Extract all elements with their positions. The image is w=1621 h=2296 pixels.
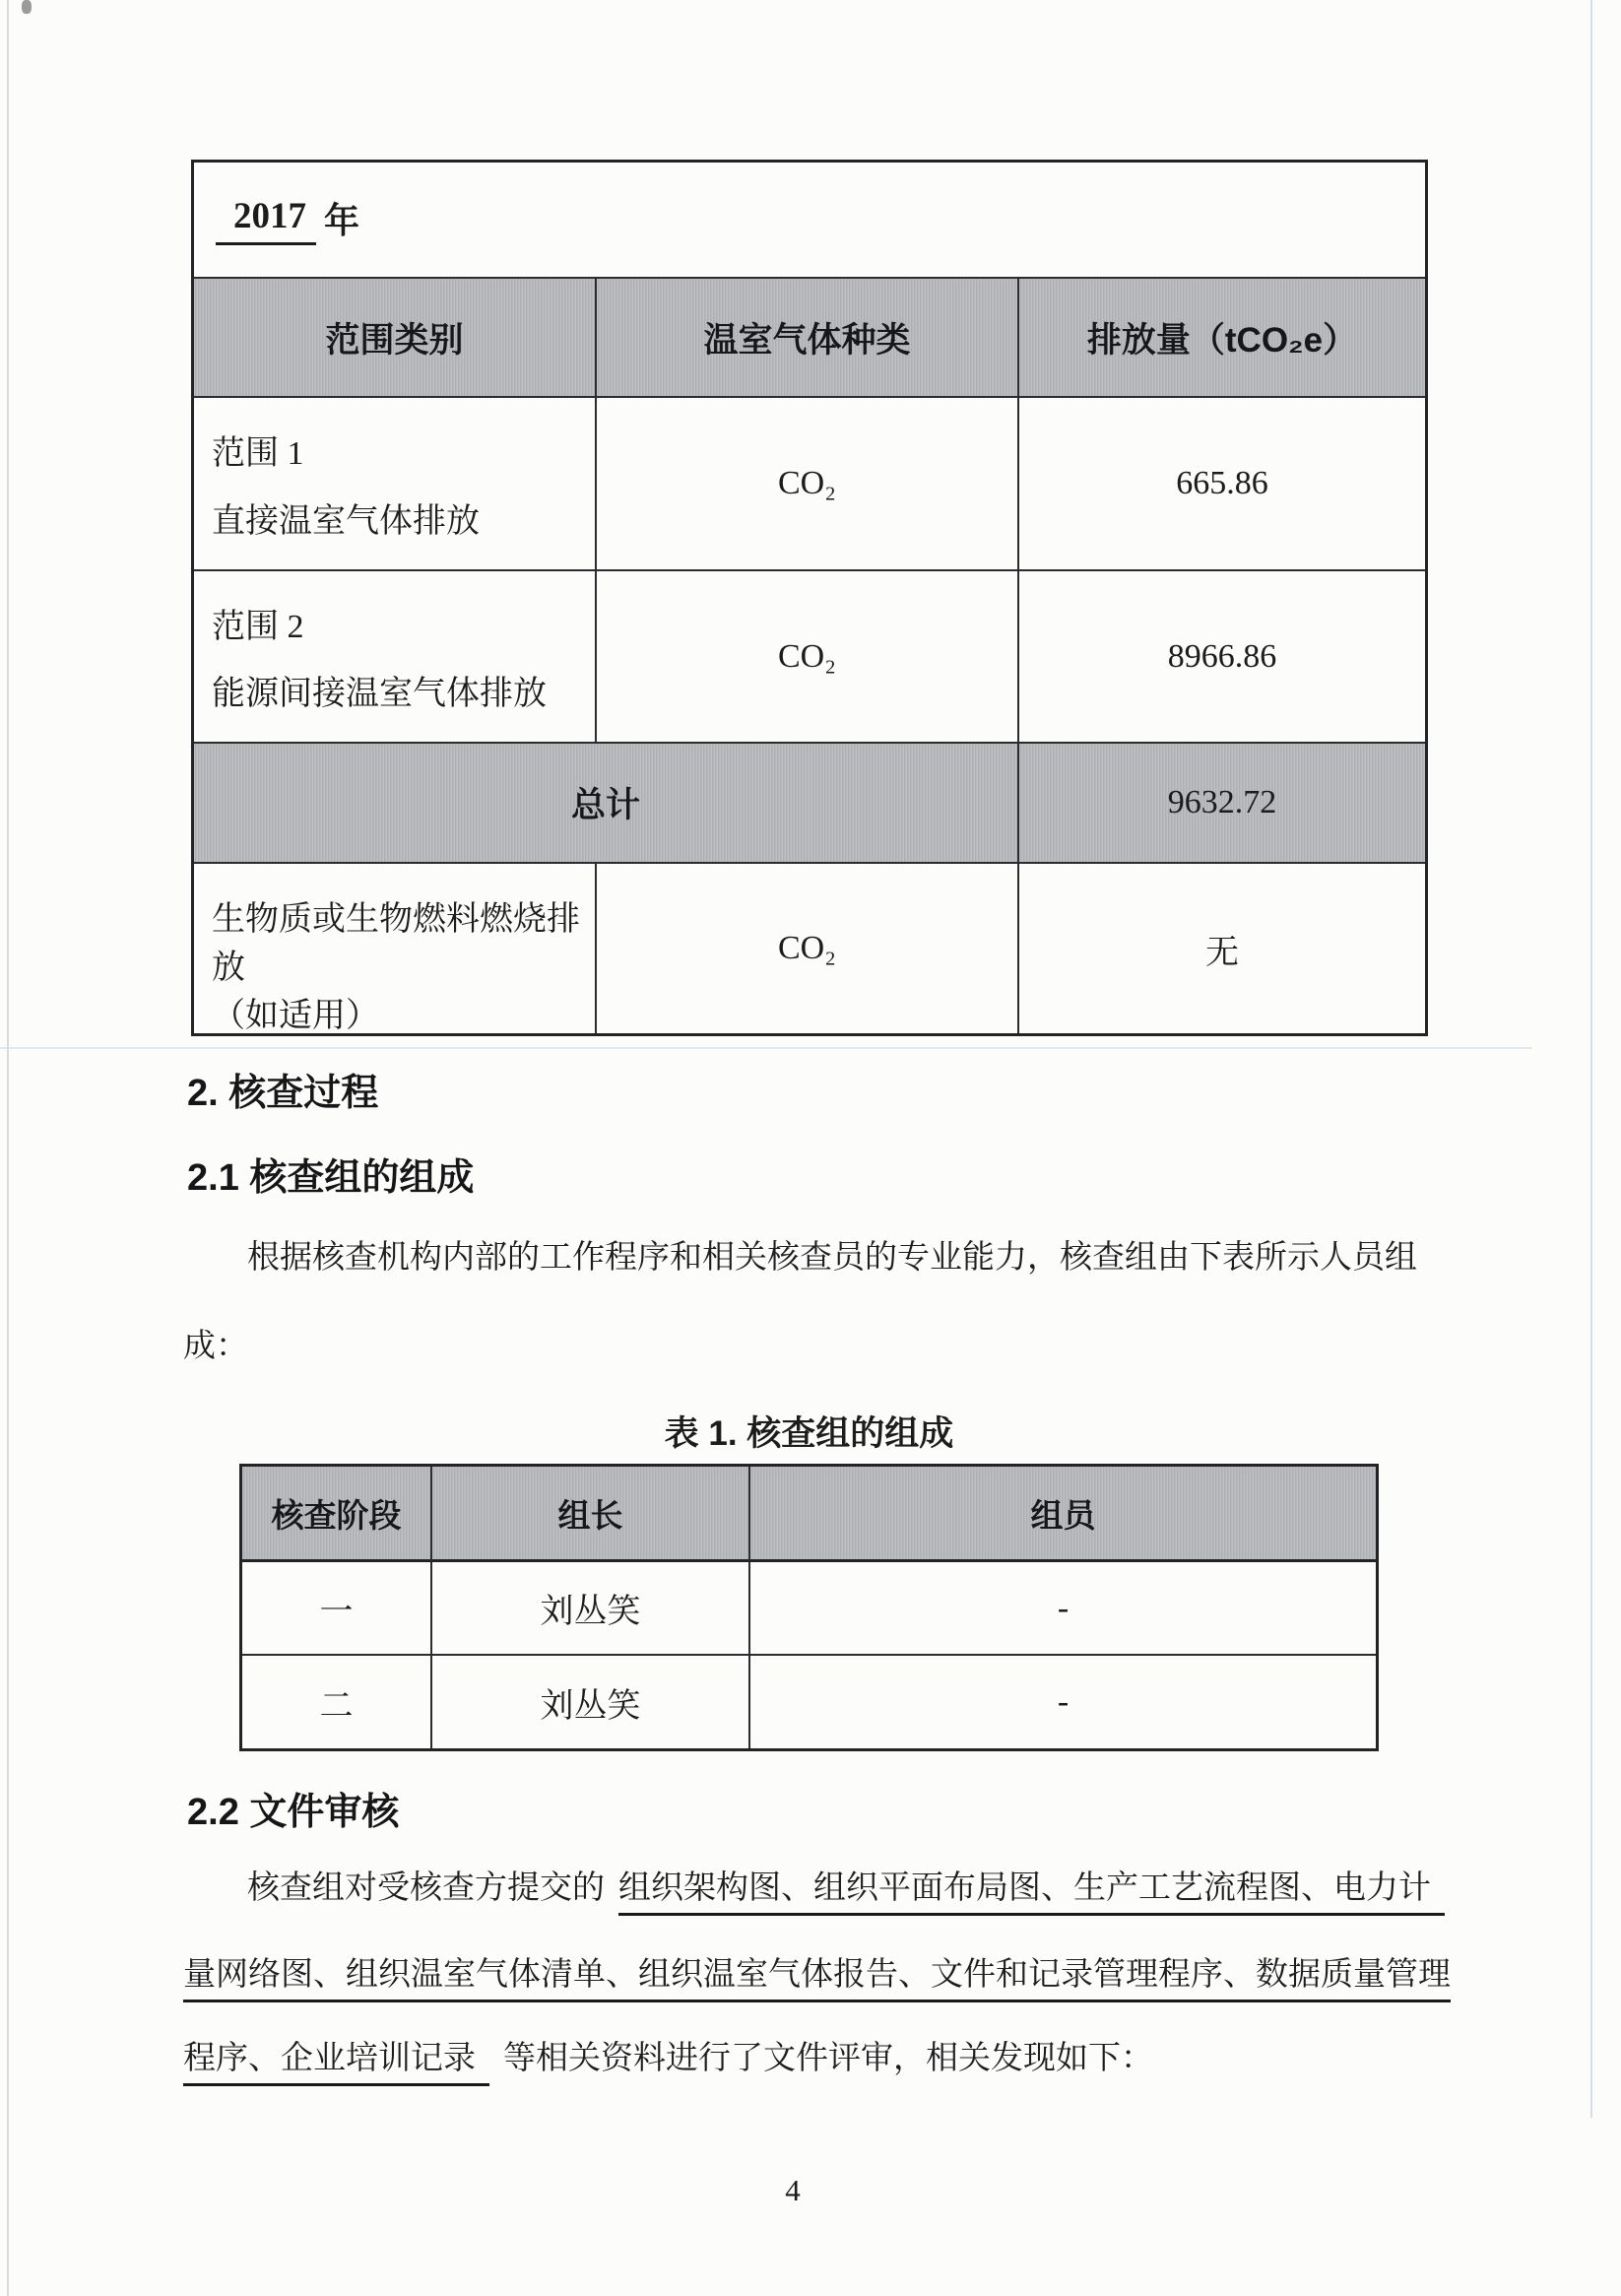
scope2-title: 范围 2 bbox=[212, 609, 304, 645]
scope1-title: 范围 1 bbox=[212, 435, 304, 472]
biomass-label: 生物质或生物燃料燃烧排放 bbox=[212, 901, 580, 986]
section2-2-line2-underlined: 量网络图、组织温室气体清单、组织温室气体报告、文件和记录管理程序、数据质量管理 bbox=[183, 1957, 1451, 2002]
emissions-summary-table bbox=[191, 160, 1428, 1036]
team-row1-leader: 刘丛笑 bbox=[432, 1562, 750, 1656]
year-suffix: 年 bbox=[324, 201, 360, 240]
emissions-header-amount: 排放量（tCO₂e） bbox=[1019, 279, 1425, 398]
section2-heading: 2. 核查过程 bbox=[187, 1073, 379, 1114]
emissions-header-gas: 温室气体种类 bbox=[597, 279, 1019, 398]
scope2-desc: 能源间接温室气体排放 bbox=[212, 676, 547, 712]
team-row2-members: - bbox=[1057, 1683, 1070, 1720]
team-header-stage: 核查阶段 bbox=[242, 1467, 432, 1562]
team-row1-members: - bbox=[750, 1562, 1376, 1656]
scope2-label-cell bbox=[194, 571, 597, 744]
team-header-members: 组员 bbox=[750, 1467, 1376, 1562]
scope2-amount-cell: 8966.86 bbox=[1019, 571, 1425, 744]
section2-2-line3-post: 等相关资料进行了文件评审，相关发现如下： bbox=[503, 2041, 1153, 2076]
section2-2-line1-underlined: 组织架构图、组织平面布局图、生产工艺流程图、电力计 bbox=[618, 1870, 1445, 1916]
team-table bbox=[239, 1464, 1379, 1751]
scope1-desc: 直接温室气体排放 bbox=[212, 503, 480, 540]
section2-2-line2 bbox=[183, 1948, 1451, 1995]
total-amount-cell: 9632.72 bbox=[1019, 744, 1425, 864]
year-value: 2017 bbox=[216, 195, 316, 245]
scope1-label-cell bbox=[194, 398, 597, 571]
section2-2-line1-pre: 核查组对受核查方提交的 bbox=[247, 1870, 605, 1906]
biomass-note: （如适用） bbox=[212, 998, 379, 1034]
section2-2-heading: 2.2 文件审核 bbox=[187, 1792, 400, 1833]
scan-edge-line-left bbox=[7, 0, 9, 2296]
section2-2-line3-underlined: 程序、企业培训记录 bbox=[183, 2041, 489, 2086]
biomass-label-cell bbox=[194, 864, 597, 1033]
section2-2-line3 bbox=[183, 2032, 1153, 2078]
emissions-year-row bbox=[194, 163, 1425, 279]
section2-1-paragraph-line1: 根据核查机构内部的工作程序和相关核查员的专业能力，核查组由下表所示人员组 bbox=[247, 1240, 1417, 1276]
page-number: 4 bbox=[785, 2173, 801, 2207]
team-header-leader: 组长 bbox=[432, 1467, 750, 1562]
scan-corner-smudge bbox=[22, 0, 32, 14]
scan-faint-horizontal-line bbox=[0, 1047, 1532, 1049]
team-row1-stage: 一 bbox=[242, 1562, 432, 1656]
team-row2-leader: 刘丛笑 bbox=[432, 1656, 750, 1748]
scope2-gas-cell: CO₂ bbox=[597, 571, 1019, 744]
biomass-amount-cell: 无 bbox=[1205, 934, 1239, 971]
team-row2-stage: 二 bbox=[242, 1656, 432, 1748]
section2-2-line1 bbox=[247, 1862, 1445, 1908]
scope1-gas-cell: CO₂ bbox=[597, 398, 1019, 571]
section2-1-heading: 2.1 核查组的组成 bbox=[187, 1157, 475, 1199]
biomass-gas-cell: CO₂ bbox=[597, 864, 1019, 1033]
scope1-amount-cell: 665.86 bbox=[1019, 398, 1425, 571]
section2-1-paragraph-line2: 成： bbox=[183, 1329, 248, 1364]
total-label-cell: 总计 bbox=[194, 744, 1019, 864]
table1-caption: 表 1. 核查组的组成 bbox=[664, 1414, 954, 1453]
scan-edge-line-right bbox=[1590, 0, 1592, 2118]
emissions-header-scope: 范围类别 bbox=[194, 279, 597, 398]
